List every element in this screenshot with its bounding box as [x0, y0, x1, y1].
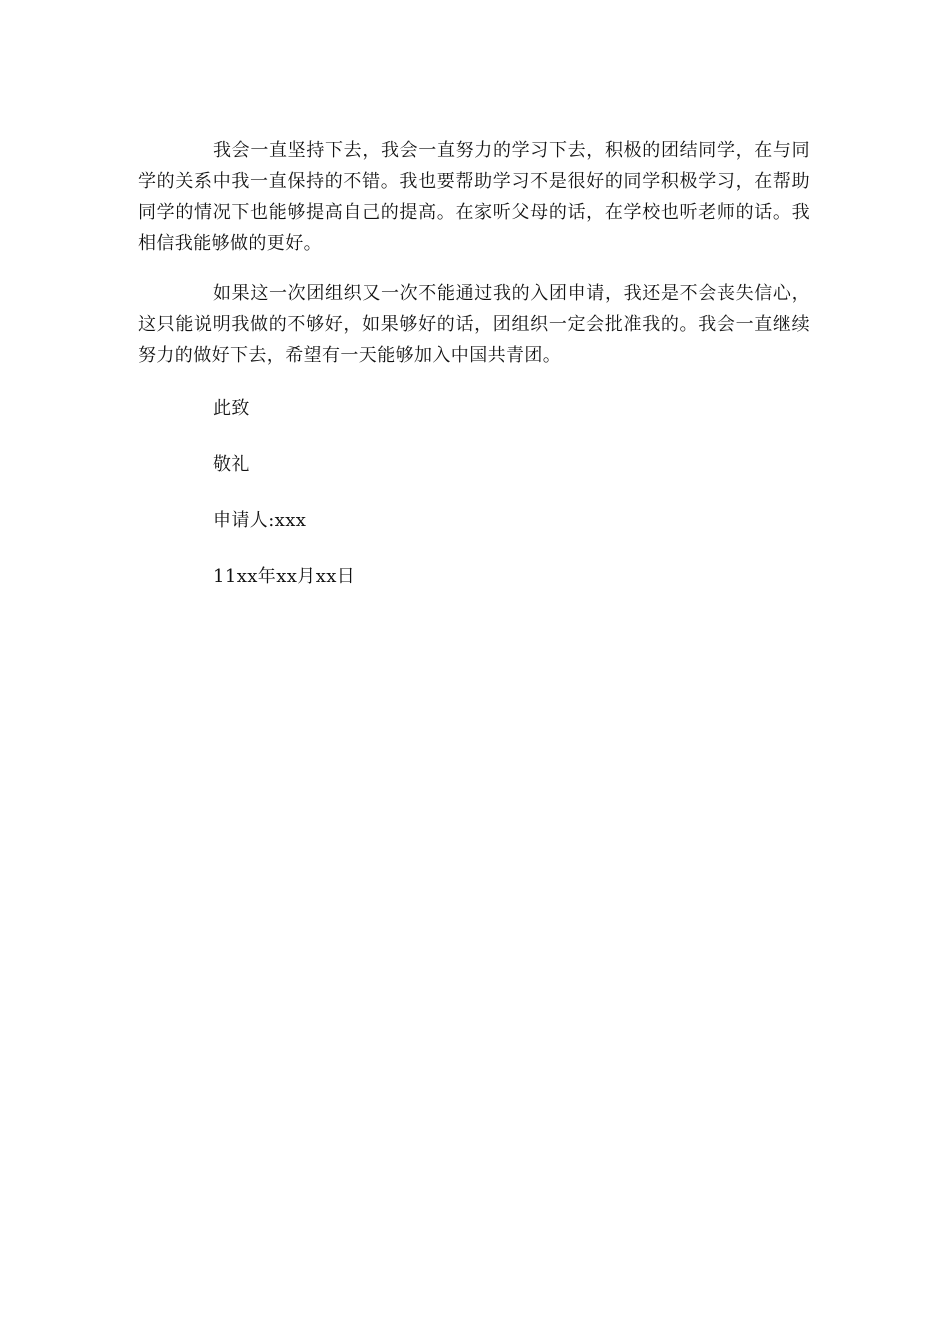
closing-salutation: 此致 [213, 398, 250, 419]
paragraph-1: 我会一直坚持下去，我会一直努力的学习下去，积极的团结同学，在与同学的关系中我一直保持的不错。我也要帮助学习不是很好的同学积极学习，在帮助同学的情况下也能够提高自己的提高。在家听父母的话，在学校也听老师的话。我相信我能够做的更好。 [138, 140, 810, 254]
closing-regards: 敬礼 [213, 454, 250, 475]
document-date: 11xx年xx月xx日 [213, 566, 356, 587]
applicant-signature: 申请人:xxx [213, 510, 307, 531]
document-body [138, 135, 810, 589]
paragraph-2: 如果这一次团组织又一次不能通过我的入团申请，我还是不会丧失信心，这只能说明我做的不够好，如果够好的话，团组织一定会批准我的。我会一直继续努力的做好下去，希望有一天能够加入中国共青团。 [138, 283, 810, 366]
